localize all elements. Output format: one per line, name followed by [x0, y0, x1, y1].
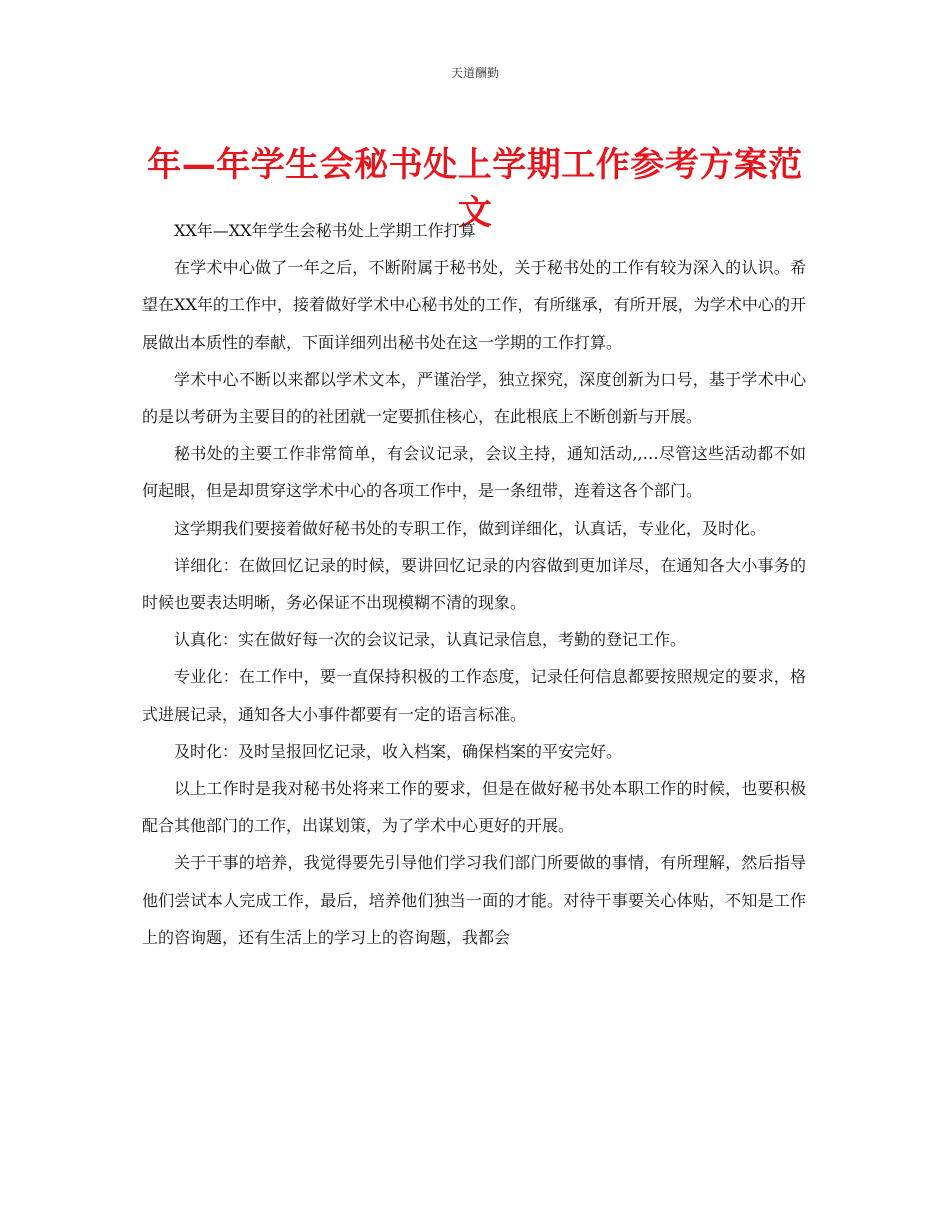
body-paragraph: 秘书处的主要工作非常简单，有会议记录，会议主持，通知活动,,…尽管这些活动都不如何起眼，但是却贯穿这学术中心的各项工作中，是一条纽带，连着这各个部门。	[142, 444, 806, 501]
body-paragraph: 详细化：在做回忆记录的时候，要讲回忆记录的内容做到更加详尽，在通知各大小事务的时候也要表达明晰，务必保证不出现模糊不清的现象。	[142, 555, 806, 613]
body-paragraph: 在学术中心做了一年之后，不断附属于秘书处，关于秘书处的工作有较为深入的认识。希望在XX年的工作中，接着做好学术中心秘书处的工作，有所继承，有所开展，为学术中心的开展做出本质性的奉献，下面详细列出秘书处在这一学期的工作打算。	[142, 258, 806, 352]
page-header: 天道酬勤	[450, 66, 499, 80]
body-paragraph: 以上工作时是我对秘书处将来工作的要求，但是在做好秘书处本职工作的时候，也要积极配合其他部门的工作，出谋划策，为了学术中心更好的开展。	[142, 779, 806, 836]
body-paragraph: 这学期我们要接着做好秘书处的专职工作，做到详细化，认真话，专业化，及时化。	[174, 518, 767, 538]
body-paragraph: 专业化：在工作中，要一直保持积极的工作态度，记录任何信息都要按照规定的要求，格式进展记录，通知各大小事件都要有一定的语言标准。	[142, 667, 806, 724]
body-paragraph: 学术中心不断以来都以学术文本，严谨治学，独立探究，深度创新为口号，基于学术中心的是以考研为主要目的的社团就一定要抓住核心，在此根底上不断创新与开展。	[142, 369, 806, 427]
body-paragraph: 及时化：及时呈报回忆记录，收入档案，确保档案的平安完好。	[174, 741, 623, 761]
body-paragraph: 认真化：实在做好每一次的会议记录，认真记录信息，考勤的登记工作。	[174, 630, 687, 650]
document-body	[142, 212, 806, 956]
subtitle-paragraph: XX年—XX年学生会秘书处上学期工作打算	[174, 221, 476, 240]
document-title: 年—年学生会秘书处上学期工作参考方案范文	[147, 144, 803, 233]
body-paragraph: 关于干事的培养，我觉得要先引导他们学习我们部门所要做的事情，有所理解，然后指导他们尝试本人完成工作，最后，培养他们独当一面的才能。对待干事要关心体贴，不知是工作上的咨询题，还有生活上的学习上的咨询题，我都会	[142, 853, 806, 947]
